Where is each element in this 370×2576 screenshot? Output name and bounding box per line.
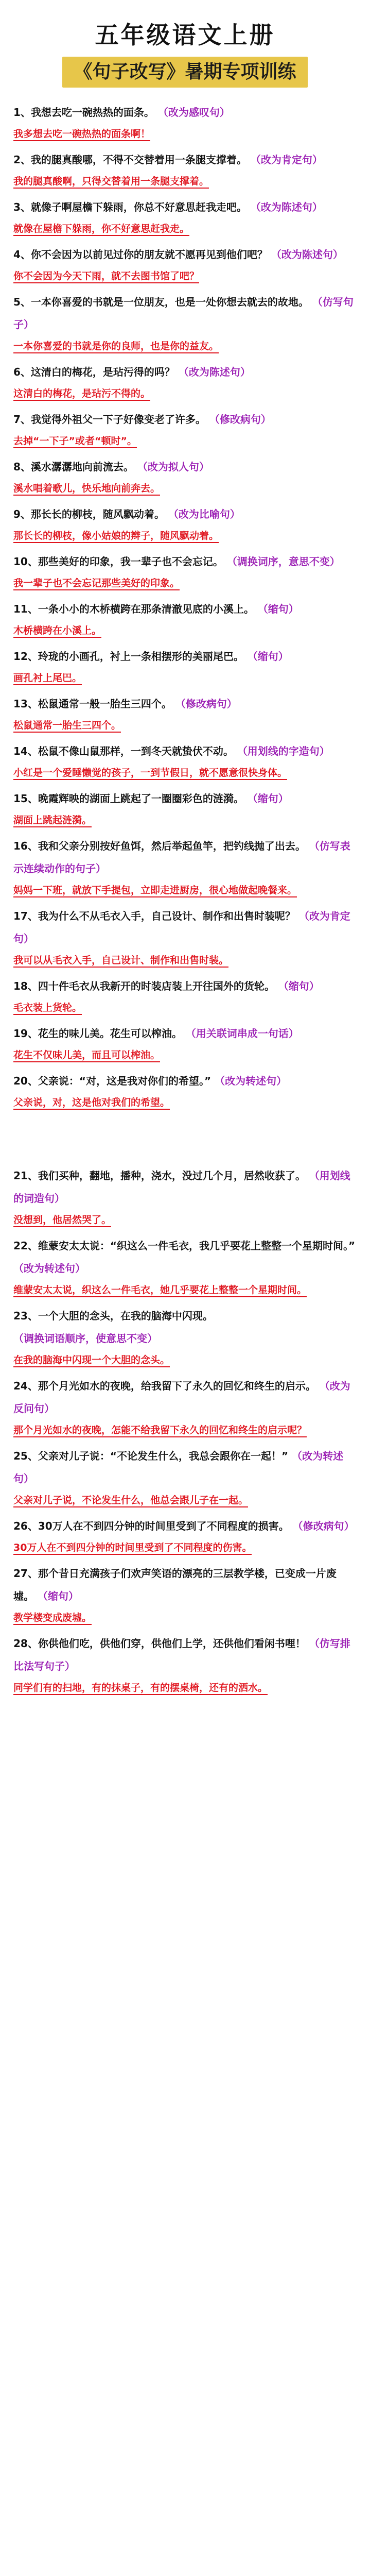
instruction-hint: （改为陈述句） (178, 366, 251, 378)
answer-underlined: 没想到，他居然哭了。 (13, 1214, 111, 1227)
question-sentence: 11、一条小小的木桥横跨在那条清澈见底的小溪上。 (13, 603, 254, 615)
answer-underlined: 木桥横跨在小溪上。 (13, 625, 101, 638)
answer-text (13, 171, 357, 192)
instruction-hint: （缩句） (247, 792, 289, 805)
exercise-item (13, 148, 357, 192)
answer-text (13, 1420, 357, 1440)
question-text (13, 1562, 357, 1607)
answer-text (13, 218, 357, 239)
question-sentence: 23、一个大胆的念头，在我的脑海中闪现。 (13, 1310, 213, 1322)
instruction-hint: （改为肯定句） (250, 154, 323, 166)
question-sentence: 22、维蒙安太太说：“织这么一件毛衣，我几乎要花上整整一个星期时间。” (13, 1240, 356, 1252)
exercise-item (13, 361, 357, 404)
answer-underlined: 我多想去吃一碗热热的面条啊！ (13, 128, 150, 141)
question-text (13, 291, 357, 336)
answer-underlined: 同学们有的扫地，有的抹桌子，有的摆桌椅，还有的洒水。 (13, 1682, 268, 1695)
answer-text (13, 1677, 357, 1698)
instruction-hint: （改为陈述句） (250, 201, 323, 213)
question-sentence: 16、我和父亲分别按好鱼饵，然后举起鱼竿，把钓线抛了出去。 (13, 840, 306, 852)
answer-underlined: 在我的脑海中闪现一个大胆的念头。 (13, 1354, 170, 1367)
answer-underlined: 溪水唱着歌儿，快乐地向前奔去。 (13, 483, 160, 496)
exercise-item (13, 196, 357, 239)
answer-text (13, 880, 357, 901)
instruction-hint: （改为肯定句） (13, 910, 350, 945)
answer-underlined: 一本你喜爱的书就是你的良师，也是你的益友。 (13, 341, 219, 353)
instruction-hint: （改为转述句） (13, 1262, 85, 1275)
answer-underlined: 那长长的柳枝，像小姑娘的辫子，随风飘动着。 (13, 530, 219, 543)
question-sentence: 14、松鼠不像山鼠那样，一到冬天就蛰伏不动。 (13, 745, 234, 757)
instruction-hint: （缩句） (278, 980, 320, 992)
question-sentence: 21、我们买种，翻地，播种，浇水，没过几个月，居然收获了。 (13, 1170, 306, 1182)
question-sentence: 13、松鼠通常一般一胎生三四个。 (13, 698, 172, 710)
instruction-hint: （缩句） (247, 650, 289, 663)
answer-text (13, 810, 357, 831)
instruction-hint: （调换词序，意思不变） (226, 555, 340, 568)
question-text (13, 1375, 357, 1420)
question-text (13, 692, 357, 715)
question-sentence: 1、我想去吃一碗热热的面条。 (13, 106, 154, 118)
answer-text (13, 1607, 357, 1628)
exercise-item (13, 455, 357, 499)
question-sentence: 6、这清白的梅花，是玷污得的吗？ (13, 366, 175, 378)
answer-underlined: 父亲对儿子说，不论发生什么，他总会跟儿子在一起。 (13, 1495, 248, 1507)
instruction-hint: （改为感叹句） (157, 106, 230, 118)
answer-text (13, 762, 357, 783)
answer-text (13, 383, 357, 404)
question-text (13, 1632, 357, 1677)
question-sentence: 25、父亲对儿子说：“不论发生什么，我总会跟你在一起！” (13, 1450, 289, 1462)
exercise-item (13, 503, 357, 546)
question-text (13, 1234, 357, 1280)
question-sentence: 15、晚霞辉映的湖面上跳起了一圈圈彩色的涟漪。 (13, 792, 244, 805)
answer-underlined: 湖面上跳起涟漪。 (13, 815, 92, 827)
instruction-hint: （改为转述句） (215, 1075, 287, 1087)
exercise-item (13, 101, 357, 144)
question-text (13, 101, 357, 124)
exercise-item (13, 1234, 357, 1300)
question-sentence: 8、溪水潺潺地向前流去。 (13, 461, 134, 473)
question-sentence: 20、父亲说：“对，这是我对你们的希望。” (13, 1075, 212, 1087)
exercise-item (13, 291, 357, 357)
instruction-hint: （修改病句） (209, 413, 271, 426)
question-text (13, 1515, 357, 1537)
answer-underlined: 你不会因为今天下雨，就不去图书馆了吧？ (13, 270, 199, 283)
question-sentence: 24、那个月光如水的夜晚，给我留下了永久的回忆和终生的启示。 (13, 1380, 316, 1392)
exercise-item (13, 975, 357, 1018)
instruction-hint: （仿写句子） (13, 296, 354, 331)
question-text (13, 905, 357, 950)
answer-text (13, 1045, 357, 1065)
answer-underlined: 这清白的梅花，是玷污不得的。 (13, 388, 150, 401)
instruction-hint: （修改病句） (175, 698, 237, 710)
question-text (13, 148, 357, 171)
question-text (13, 550, 357, 573)
instruction-hint: （用关联词串成一句话） (185, 1027, 299, 1040)
answer-text (13, 1210, 357, 1230)
instruction-hint: （改为拟人句） (137, 461, 209, 473)
answer-underlined: 妈妈一下班，就放下手提包，立即走进厨房，很心地做起晚餐来。 (13, 885, 297, 897)
exercise-item (13, 1022, 357, 1065)
question-text (13, 455, 357, 478)
question-text (13, 408, 357, 431)
exercise-item (13, 598, 357, 641)
instruction-hint: （用划线的字造句） (237, 745, 330, 757)
question-sentence: 4、你不会因为以前见过你的朋友就不愿再见到他们吧？ (13, 248, 268, 261)
answer-underlined: 30万人在不到四分钟的时间里受到了不同程度的伤害。 (13, 1542, 252, 1555)
question-text (13, 1445, 357, 1490)
exercise-item (13, 1562, 357, 1628)
instruction-hint: （改为反问句） (13, 1380, 350, 1415)
question-text (13, 1304, 357, 1350)
answer-text (13, 997, 357, 1018)
exercise-item (13, 645, 357, 688)
instruction-hint: （改为转述句） (13, 1450, 344, 1485)
answer-underlined: 维蒙安太太说，织这么一件毛衣，她几乎要花上整整一个星期时间。 (13, 1284, 307, 1297)
question-sentence: 3、就像子啊屋檐下躲雨，你总不好意思赶我走吧。 (13, 201, 247, 213)
question-text (13, 503, 357, 526)
answer-underlined: 父亲说，对，这是他对我们的希望。 (13, 1097, 170, 1110)
answer-text (13, 620, 357, 641)
question-text (13, 196, 357, 218)
answer-underlined: 毛衣装上货轮。 (13, 1002, 82, 1015)
question-sentence: 10、那些美好的印象，我一辈子也不会忘记。 (13, 555, 223, 568)
answer-underlined: 花生不仅味儿美，而且可以榨油。 (13, 1049, 160, 1062)
question-sentence: 26、30万人在不到四分钟的时间里受到了不同程度的损害。 (13, 1520, 289, 1532)
question-sentence: 17、我为什么不从毛衣入手，自己设计、制作和出售时装呢？ (13, 910, 295, 922)
exercise-item (13, 740, 357, 783)
answer-text (13, 266, 357, 286)
exercise-item (13, 1375, 357, 1440)
answer-underlined: 我可以从毛衣入手，自己设计、制作和出售时装。 (13, 955, 228, 968)
section-gap (13, 1117, 357, 1164)
instruction-hint: （用划线的词造句） (13, 1170, 350, 1205)
exercise-item (13, 550, 357, 594)
answer-underlined: 我一辈子也不会忘记那些美好的印象。 (13, 578, 180, 590)
instruction-hint: （仿写排比法写句子） (13, 1637, 350, 1672)
answer-text (13, 1092, 357, 1113)
subtitle-text: 《句子改写》暑期专项训练 (62, 57, 307, 88)
answer-underlined: 就像在屋檐下躲雨，你不好意思赶我走。 (13, 223, 189, 236)
exercise-item (13, 1445, 357, 1511)
answer-text (13, 1350, 357, 1370)
answer-text (13, 1537, 357, 1558)
exercise-list (13, 101, 357, 1698)
question-text (13, 975, 357, 997)
answer-text (13, 715, 357, 736)
answer-text (13, 478, 357, 499)
question-sentence: 19、花生的味儿美。花生可以榨油。 (13, 1027, 182, 1040)
answer-text (13, 336, 357, 357)
question-sentence: 12、玲珑的小画孔，衬上一条相摆形的美丽尾巴。 (13, 650, 244, 663)
instruction-hint: （缩句） (257, 603, 299, 615)
question-text (13, 787, 357, 810)
exercise-item (13, 905, 357, 971)
question-text (13, 1070, 357, 1092)
question-text (13, 243, 357, 266)
answer-text (13, 573, 357, 594)
question-sentence: 5、一本你喜爱的书就是一位朋友，也是一处你想去就去的故地。 (13, 296, 309, 308)
question-sentence: 9、那长长的柳枝，随风飘动着。 (13, 508, 165, 520)
question-sentence: 2、我的腿真酸哪，不得不交替着用一条腿支撑着。 (13, 154, 247, 166)
instruction-hint: （改为陈述句） (271, 248, 343, 261)
instruction-hint: （仿写表示连续动作的句子） (13, 840, 350, 875)
question-sentence: 18、四十件毛衣从我新开的时装店装上开往国外的货轮。 (13, 980, 275, 992)
question-text (13, 1164, 357, 1210)
exercise-item (13, 1164, 357, 1230)
instruction-hint: （调换词语顺序，使意思不变） (13, 1332, 157, 1345)
answer-text (13, 526, 357, 546)
answer-text (13, 668, 357, 688)
answer-underlined: 小红是一个爱睡懒觉的孩子，一到节假日，就不愿意很快身体。 (13, 767, 287, 780)
answer-underlined: 教学楼变成废墟。 (13, 1612, 92, 1625)
exercise-item (13, 1632, 357, 1698)
exercise-item (13, 835, 357, 901)
subtitle-banner (13, 57, 357, 89)
question-text (13, 361, 357, 383)
exercise-item (13, 1515, 357, 1558)
question-text (13, 1022, 357, 1045)
answer-text (13, 1280, 357, 1300)
exercise-item (13, 787, 357, 831)
answer-text (13, 1490, 357, 1511)
exercise-item (13, 1070, 357, 1113)
answer-text (13, 950, 357, 971)
exercise-item (13, 692, 357, 736)
exercise-item (13, 243, 357, 286)
question-text (13, 835, 357, 880)
answer-underlined: 松鼠通常一胎生三四个。 (13, 720, 121, 733)
instruction-hint: （改为比喻句） (168, 508, 240, 520)
answer-text (13, 124, 357, 144)
instruction-hint: （修改病句） (292, 1520, 355, 1532)
question-sentence: 27、那个昔日充满孩子们欢声笑语的漂亮的三层教学楼，已变成一片废墟。 (13, 1567, 337, 1602)
question-text (13, 740, 357, 762)
page-title: 五年级语文上册 (95, 21, 275, 49)
question-sentence: 28、你供他们吃，供他们穿，供他们上学，还供他们看闲书哩！ (13, 1637, 306, 1650)
question-text (13, 645, 357, 668)
question-text (13, 598, 357, 620)
answer-underlined: 画孔衬上尾巴。 (13, 672, 82, 685)
answer-text (13, 431, 357, 451)
answer-underlined: 那个月光如水的夜晚，怎能不给我留下永久的回忆和终生的启示呢？ (13, 1425, 307, 1437)
question-sentence: 7、我觉得外祖父一下子好像变老了许多。 (13, 413, 206, 426)
exercise-item (13, 1304, 357, 1370)
instruction-hint: （缩句） (37, 1590, 79, 1602)
answer-underlined: 我的腿真酸啊，只得交替着用一条腿支撑着。 (13, 176, 209, 189)
answer-underlined: 去掉“一下子”或者“顿时”。 (13, 435, 137, 448)
exercise-item (13, 408, 357, 451)
